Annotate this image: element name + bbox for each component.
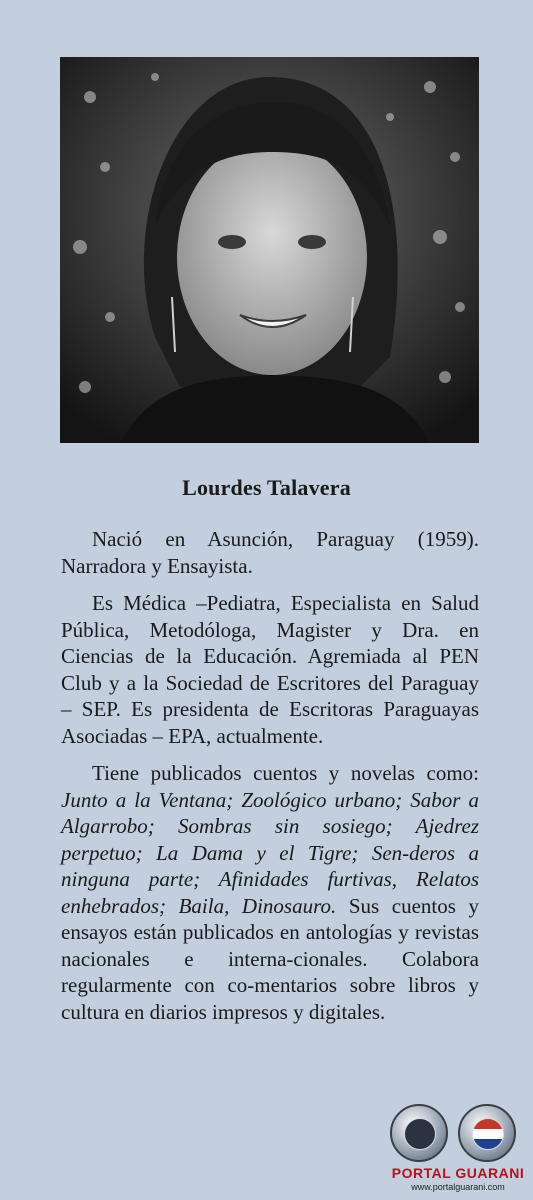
watermark-url: www.portalguarani.com bbox=[411, 1182, 505, 1192]
bio-paragraph-3 bbox=[61, 760, 479, 1025]
flag-seal-icon bbox=[458, 1104, 516, 1162]
bio-paragraph-3-intro: Tiene publicados cuentos y novelas como: bbox=[92, 761, 479, 785]
emblem-seal-icon bbox=[390, 1104, 448, 1162]
bio-book-titles: Junto a la Ventana; Zoológico urbano; Sabor a Algarrobo; Sombras sin sosiego; Ajedrez perpetuo; La Dama y el Tigre; Sen-deros a ninguna parte; Afinidades furtivas, Relatos enhebrados; Baila, Dinosauro. bbox=[61, 787, 479, 918]
bio-paragraph-2: Es Médica –Pediatra, Especialista en Salud Pública, Metodóloga, Magister y Dra. en Ciencias de la Educación. Agremiada al PEN Club y a la Sociedad de Escritores del Paraguay – SEP. Es presidenta de Escritoras Paraguayas Asociadas – EPA, actualmente. bbox=[61, 591, 479, 748]
author-photo bbox=[60, 57, 479, 443]
author-name: Lourdes Talavera bbox=[182, 475, 351, 500]
portal-guarani-watermark bbox=[388, 1104, 528, 1194]
watermark-brand: PORTAL GUARANI bbox=[391, 1165, 525, 1181]
bio-paragraph-1: Nació en Asunción, Paraguay (1959). Narradora y Ensayista. bbox=[61, 527, 479, 578]
author-biography bbox=[61, 526, 479, 1036]
bio-paragraph-3-rest: Sus cuentos y ensayos están publicados en antologías y revistas nacionales e interna-cionales. Colabora regularmente con co-mentarios sobre libros y cultura en diarios impresos y digitales. bbox=[61, 893, 480, 1024]
portrait-image bbox=[60, 57, 479, 443]
